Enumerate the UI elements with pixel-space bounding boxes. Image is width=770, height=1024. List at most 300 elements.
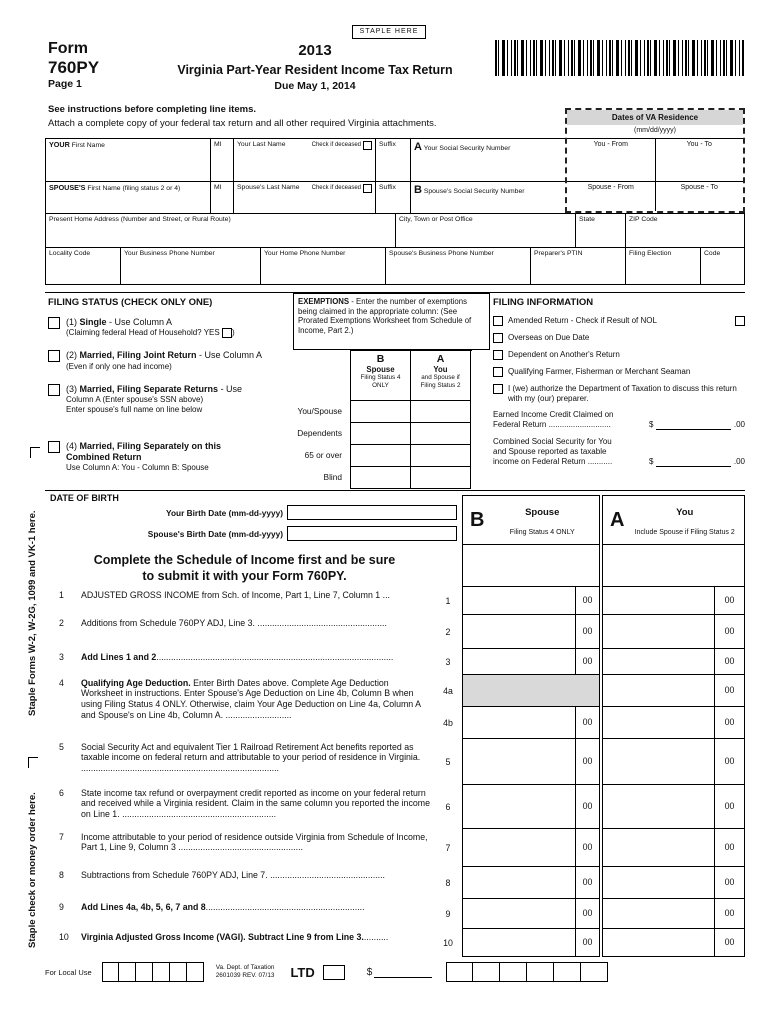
staple-here-label: STAPLE HERE — [359, 28, 419, 35]
line-4-description — [45, 675, 434, 739]
line-2-amount-b[interactable] — [462, 615, 600, 649]
staple-here-box — [352, 25, 426, 39]
filing-information-section — [493, 297, 745, 467]
line-8-desc-text: Subtractions from Schedule 760PY ADJ, Line 7. ............................................... — [81, 869, 385, 880]
cents-value: 00 — [575, 739, 599, 784]
spouse-business-phone-field[interactable] — [386, 248, 531, 284]
date-of-birth-title: DATE OF BIRTH — [50, 493, 119, 503]
staple-forms-note: Staple Forms W-2, W-2G, 1099 and VK-1 here. — [27, 510, 38, 716]
col-a-sub2: Filing Status 2 — [420, 381, 461, 389]
cents-value: 00 — [575, 867, 599, 898]
your-birth-date-field[interactable] — [287, 505, 457, 520]
line-5-text — [81, 742, 430, 783]
section-divider — [45, 490, 745, 491]
column-a-letter: A — [610, 508, 625, 531]
schedule-note-line1: Complete the Schedule of Income first and be sure — [93, 553, 396, 567]
spouse-deceased-checkbox[interactable] — [363, 184, 372, 193]
exemption-65-a-cell[interactable] — [411, 445, 471, 467]
footer-code-boxes — [446, 962, 608, 982]
line-4a-amount-a[interactable] — [602, 675, 745, 707]
code-label: Code — [704, 250, 721, 257]
you-from-field[interactable] — [567, 139, 655, 181]
spouse-birth-date-label: Spouse's Birth Date (mm-dd-yyyy) — [147, 529, 283, 539]
home-phone-label: Your Home Phone Number — [264, 250, 346, 257]
line-row-1 — [45, 587, 745, 615]
your-birth-date-label: Your Birth Date (mm-dd-yyyy) — [166, 508, 283, 518]
cents-value: 00 — [714, 649, 744, 674]
exemption-dependents-b-cell[interactable] — [351, 423, 411, 445]
dollar-sign: $ — [649, 420, 654, 430]
barcode — [495, 40, 745, 76]
code-field[interactable] — [701, 248, 744, 284]
locality-code-label: Locality Code — [49, 250, 91, 257]
city-label: City, Town or Post Office — [399, 216, 473, 223]
state-label: State — [579, 216, 595, 223]
line-6-amount-b[interactable] — [462, 785, 600, 829]
line-3-desc-text: ................................................................................................. — [156, 651, 394, 662]
your-ssn-label: Your Social Security Number — [423, 145, 511, 152]
filing-status-3-checkbox[interactable] — [48, 384, 60, 396]
line-8-text — [81, 870, 430, 897]
your-first-name-label-bold: YOUR — [49, 140, 70, 149]
line-8-amount-a[interactable] — [602, 867, 745, 899]
cents-value: 00 — [714, 739, 744, 784]
line-2-amount-a[interactable] — [602, 615, 745, 649]
spouse-first-name-label: First Name (filing status 2 or 4) — [87, 185, 181, 192]
col-a-title: You — [433, 365, 448, 374]
filing-information-title: FILING INFORMATION — [493, 297, 594, 308]
option-number: (4) — [66, 440, 77, 451]
exemptions-instructions — [293, 293, 490, 350]
line-4b-amount-b[interactable] — [462, 707, 600, 739]
column-a-header — [602, 495, 745, 545]
va-residence-box — [565, 108, 745, 213]
filing-status-section — [48, 297, 294, 473]
cents-value: 00 — [714, 675, 744, 706]
your-suffix-field[interactable] — [376, 139, 411, 181]
ssn-a-letter: A — [414, 141, 422, 153]
line-ref-2: 2 — [445, 626, 451, 637]
cents-value: 00 — [714, 587, 744, 614]
line-10-amount-a[interactable] — [602, 929, 745, 957]
your-business-phone-field[interactable] — [121, 248, 261, 284]
col-b-letter: B — [376, 353, 385, 365]
cents-value: 00 — [575, 707, 599, 738]
line-8-amount-b[interactable] — [462, 867, 600, 899]
line-row-4 — [45, 675, 745, 739]
line-7-amount-b[interactable] — [462, 829, 600, 867]
line-4a-amount-b-shaded[interactable] — [462, 675, 600, 707]
note-row-a-cell — [602, 545, 745, 587]
filing-info-item-farmer — [493, 367, 745, 377]
option-sub: Use Column A: You - Column B: Spouse — [66, 463, 209, 473]
line-3-number: 3 — [59, 651, 64, 662]
line-9-amount-b[interactable] — [462, 899, 600, 929]
eic-label-line2: Federal Return ............................ — [493, 420, 611, 430]
footer-code-box[interactable] — [446, 962, 473, 982]
line-4-text — [81, 678, 430, 737]
you-to-field[interactable] — [655, 139, 744, 181]
dept-line2: 2601039 REV. 07/13 — [215, 972, 275, 979]
line-3-text — [81, 652, 430, 673]
line-1-text — [81, 590, 430, 613]
line-4-number: 4 — [59, 677, 64, 688]
filing-status-2-checkbox[interactable] — [48, 350, 60, 362]
line-9-lead: Add Lines 4a, 4b, 5, 6, 7 and 8 — [81, 901, 206, 912]
you-from-label: You - From — [593, 141, 628, 148]
option-number: (1) — [66, 317, 77, 327]
filing-info-item-amended — [493, 316, 745, 326]
va-residence-format: (mm/dd/yyyy) — [634, 127, 676, 134]
exemptions-col-b-header — [351, 351, 411, 401]
exemption-65-b-cell[interactable] — [351, 445, 411, 467]
filing-status-1-checkbox[interactable] — [48, 317, 60, 329]
footer-code-box[interactable] — [581, 962, 608, 982]
form-label: Form — [48, 40, 88, 57]
attach-note: Attach a complete copy of your federal tax return and all other required Virginia attachments. — [48, 118, 437, 129]
option-number: (2) — [66, 350, 77, 361]
line-row-2 — [45, 615, 745, 649]
line-6-description — [45, 785, 434, 829]
amended-return-label: Amended Return - Check if Result of NOL — [508, 316, 657, 325]
line-9-description — [45, 899, 434, 929]
option-sub: (Claiming federal Head of Household? YES — [66, 328, 220, 338]
column-b-title: Spouse — [525, 506, 560, 518]
option-rest: - Use Column A — [196, 350, 263, 361]
va-residence-title: Dates of VA Residence — [567, 110, 743, 125]
locality-code-field[interactable] — [46, 248, 121, 284]
line-10-desc-text: .......... — [363, 931, 389, 942]
you-to-label: You - To — [686, 141, 712, 148]
ltd-box[interactable] — [323, 965, 345, 980]
form-identifier — [48, 40, 99, 91]
cents-value: 00 — [575, 929, 599, 956]
footer-amount-field[interactable] — [374, 967, 432, 978]
exemptions-col-a-header — [411, 351, 471, 401]
option-line3: Enter spouse's full name on line below — [66, 404, 203, 414]
spouse-from-field[interactable] — [567, 182, 655, 211]
option-name: Single — [79, 317, 107, 327]
line-2-number: 2 — [59, 617, 64, 628]
address-row — [46, 214, 744, 248]
suffix-label: Suffix — [379, 141, 396, 148]
schedule-note-row — [45, 545, 745, 587]
form-title: Virginia Part-Year Resident Income Tax Return — [177, 63, 453, 77]
line-ref-3: 3 — [445, 656, 451, 667]
cents-value: 00 — [714, 867, 744, 898]
your-last-name-field[interactable] — [234, 139, 376, 181]
cents-value: 00 — [714, 929, 744, 956]
line-1-amount-b[interactable] — [462, 587, 600, 615]
spouse-suffix-field[interactable] — [376, 182, 411, 213]
option-line2: Column A (Enter spouse's SSN above) — [66, 394, 204, 404]
line-5-description — [45, 739, 434, 785]
line-7-text — [81, 832, 430, 865]
preparer-ptin-field[interactable] — [531, 248, 626, 284]
col-a-letter: A — [436, 353, 445, 365]
eic-label-line1: Earned Income Credit Claimed on — [493, 410, 614, 420]
cents-value: 00 — [714, 707, 744, 738]
filing-status-4-checkbox[interactable] — [48, 441, 60, 453]
mi-label: MI — [214, 141, 222, 148]
line-ref-4a: 4a — [443, 685, 453, 696]
overseas-checkbox[interactable] — [493, 333, 503, 343]
cents-suffix: .00 — [733, 457, 745, 467]
combined-social-security-row — [493, 437, 745, 467]
ss-amount-field[interactable] — [656, 457, 730, 467]
option-number: (3) — [66, 383, 77, 394]
cents-value: 00 — [714, 615, 744, 648]
option-rest: - Use Column A — [106, 317, 173, 327]
line-5-number: 5 — [59, 741, 64, 752]
line-ref-10: 10 — [443, 937, 453, 948]
spouse-to-label: Spouse - To — [680, 184, 718, 191]
for-local-use-label: For Local Use — [45, 967, 92, 977]
deceased-label: Check if deceased — [311, 141, 361, 148]
schedule-note-line2: to submit it with your Form 760PY. — [142, 569, 347, 584]
line-7-desc-text: Income attributable to your period of residence outside Virginia from Schedule of Income, Part 1, Line 9, Column 3 ................................................... — [81, 831, 428, 853]
line-7-description — [45, 829, 434, 867]
exemption-label-you-spouse: You/Spouse — [297, 406, 342, 416]
ss-label-line1: Combined Social Security for You — [493, 437, 612, 447]
spouse-to-field[interactable] — [655, 182, 744, 211]
local-use-box[interactable] — [119, 962, 136, 982]
farmer-label: Qualifying Farmer, Fisherman or Merchant Seaman — [508, 367, 691, 376]
spouse-last-name-field[interactable] — [234, 182, 376, 213]
phone-row — [46, 248, 744, 284]
filing-election-label: Filing Election — [629, 250, 672, 257]
col-b-title: Spouse — [366, 365, 395, 374]
line-3-amount-a[interactable] — [602, 649, 745, 675]
cents-value: 00 — [575, 649, 599, 674]
exemption-dependents-a-cell[interactable] — [411, 423, 471, 445]
filing-info-item-authorize — [493, 384, 745, 403]
line-2-description — [45, 615, 434, 649]
line-row-9 — [45, 899, 745, 929]
line-4a-subrow — [434, 675, 745, 707]
home-address-field[interactable] — [46, 214, 396, 247]
cents-value: 00 — [575, 899, 599, 928]
local-use-box[interactable] — [102, 962, 119, 982]
dollar-sign: $ — [649, 457, 654, 467]
exemption-blind-b-cell[interactable] — [351, 467, 411, 489]
line-4b-amount-a[interactable] — [602, 707, 745, 739]
line-4-amount-stack — [434, 675, 745, 739]
exemption-label-65-or-over: 65 or over — [304, 450, 342, 460]
line-1-number: 1 — [59, 589, 64, 600]
cents-value: 00 — [575, 785, 599, 828]
exemption-you-spouse-a-cell[interactable] — [411, 401, 471, 423]
spouse-from-label: Spouse - From — [587, 184, 634, 191]
your-ssn-field[interactable] — [411, 139, 566, 181]
ss-label-line3: income on Federal Return ........... — [493, 457, 613, 467]
authorize-preparer-label: I (we) authorize the Department of Taxation to discuss this return with my (our) preparer. — [508, 384, 737, 403]
line-1-description — [45, 587, 434, 615]
line-ref-6: 6 — [445, 801, 451, 812]
line-5-desc-text: Social Security Act and equivalent Tier 1 Railroad Retirement Act benefits reported as taxable income on federal return and attributable to your period of residence in Virginia. ................................................................................. — [81, 741, 421, 773]
column-a-title: You — [676, 506, 694, 518]
line-row-8 — [45, 867, 745, 899]
note-row-b-cell — [462, 545, 600, 587]
home-address-label: Present Home Address (Number and Street, or Rural Route) — [49, 216, 231, 223]
income-lines-table — [45, 545, 745, 957]
eic-claimed-row — [493, 410, 745, 430]
column-b-header — [462, 495, 600, 545]
line-3-amount-b[interactable] — [462, 649, 600, 675]
local-use-box[interactable] — [153, 962, 170, 982]
dept-line1: Va. Dept. of Taxation — [215, 963, 275, 971]
exemption-label-blind: Blind — [323, 472, 342, 482]
line-4b-subrow — [434, 707, 745, 739]
local-use-box[interactable] — [187, 962, 204, 982]
form-number: 760PY — [48, 57, 100, 77]
filing-status-option-4 — [48, 441, 294, 474]
line-row-6 — [45, 785, 745, 829]
exemptions-row-labels — [260, 400, 346, 488]
overseas-label: Overseas on Due Date — [508, 333, 590, 342]
line-ref-4b: 4b — [443, 717, 453, 728]
authorize-preparer-checkbox[interactable] — [493, 384, 503, 394]
line-row-7 — [45, 829, 745, 867]
line-ref-7: 7 — [445, 842, 451, 853]
line-9-number: 9 — [59, 901, 64, 912]
line-10-amount-b[interactable] — [462, 929, 600, 957]
spouse-last-name-label: Spouse's Last Name — [237, 184, 300, 191]
line-9-amount-a[interactable] — [602, 899, 745, 929]
exemptions-table — [350, 350, 472, 489]
amended-return-checkbox[interactable] — [493, 316, 503, 326]
exemption-blind-a-cell[interactable] — [411, 467, 471, 489]
staple-check-note: Staple check or money order here. — [27, 792, 38, 948]
line-5-amount-b[interactable] — [462, 739, 600, 785]
line-6-amount-a[interactable] — [602, 785, 745, 829]
line-ref-8: 8 — [445, 877, 451, 888]
zip-label: ZIP Code — [629, 216, 658, 223]
zip-field[interactable] — [626, 214, 744, 247]
option-name: Married, Filing Joint Return — [79, 350, 197, 361]
line-1-desc-text: ADJUSTED GROSS INCOME from Sch. of Income, Part 1, Line 7, Column 1 ... — [81, 589, 390, 600]
line-4-lead: Qualifying Age Deduction. — [81, 677, 191, 688]
eic-amount-field[interactable] — [656, 420, 730, 430]
your-business-phone-label: Your Business Phone Number — [124, 250, 215, 257]
form-header — [110, 42, 520, 92]
line-2-text — [81, 618, 430, 647]
line-10-description — [45, 929, 434, 957]
filing-status-option-3 — [48, 384, 294, 415]
line-ref-1: 1 — [445, 595, 451, 606]
line-8-number: 8 — [59, 869, 64, 880]
footer-code-box[interactable] — [473, 962, 500, 982]
spouse-ssn-field[interactable] — [411, 182, 566, 213]
your-deceased-checkbox[interactable] — [363, 141, 372, 150]
footer-code-box[interactable] — [527, 962, 554, 982]
mi-label: MI — [214, 184, 222, 191]
filing-info-item-dependent — [493, 350, 745, 360]
deceased-label: Check if deceased — [311, 184, 361, 191]
line-6-text — [81, 788, 430, 827]
line-10-number: 10 — [59, 931, 69, 942]
spouse-birth-date-field[interactable] — [287, 526, 457, 541]
line-9-desc-text: ................................................................. — [205, 901, 365, 912]
cents-value: 00 — [575, 587, 599, 614]
line-10-text — [81, 932, 430, 955]
spouse-mi-field[interactable] — [211, 182, 234, 213]
cents-value: 00 — [714, 899, 744, 928]
local-use-box[interactable] — [136, 962, 153, 982]
line-6-number: 6 — [59, 787, 64, 798]
tax-year: 2013 — [298, 42, 332, 59]
dependent-label: Dependent on Another's Return — [508, 350, 620, 359]
option-sub-end: ) — [231, 328, 235, 338]
line-row-3 — [45, 649, 745, 675]
your-first-name-field[interactable] — [46, 139, 211, 181]
line-5-amount-a[interactable] — [602, 739, 745, 785]
filing-status-option-1 — [48, 317, 294, 338]
local-use-box[interactable] — [170, 962, 187, 982]
cents-value: 00 — [714, 785, 744, 828]
corner-mark — [28, 757, 38, 768]
farmer-checkbox[interactable] — [493, 367, 503, 377]
option-name-2: Combined Return — [66, 452, 142, 463]
line-1-amount-a[interactable] — [602, 587, 745, 615]
footer-code-box[interactable] — [554, 962, 581, 982]
line-4-desc-text: Enter Birth Dates above. Complete Age Deduction Worksheet in instructions. Enter Spouse's Age Deduction on Line 4b, Column B when using Filing Status 4 ONLY. Otherwise, claim Your Age Deduction on Line 4a, Column A and Spouse's on Line 4b, Column A. ........................... — [81, 677, 421, 720]
local-use-boxes — [102, 962, 204, 982]
option-name: Married, Filing Separately on this — [79, 440, 222, 451]
exemptions-title: EXEMPTIONS — [298, 297, 350, 306]
home-phone-field[interactable] — [261, 248, 386, 284]
line-8-description — [45, 867, 434, 899]
you-residence-row — [567, 138, 743, 181]
exemption-label-dependents: Dependents — [297, 428, 342, 438]
city-field[interactable] — [396, 214, 576, 247]
line-ref-spacer — [434, 545, 462, 587]
filing-info-item-overseas — [493, 333, 745, 343]
head-of-household-yes-checkbox[interactable] — [222, 328, 232, 338]
spouse-first-name-field[interactable] — [46, 182, 211, 213]
option-name: Married, Filing Separate Returns — [79, 383, 219, 394]
cents-suffix: .00 — [733, 420, 745, 430]
nol-checkbox[interactable] — [735, 316, 745, 326]
footer-code-box[interactable] — [500, 962, 527, 982]
cents-value: 00 — [714, 829, 744, 866]
column-a-subtitle: Include Spouse if Filing Status 2 — [634, 529, 735, 536]
page-label: Page 1 — [48, 77, 82, 90]
line-row-10 — [45, 929, 745, 957]
line-ref-5: 5 — [445, 756, 451, 767]
option-sub: (Even if only one had income) — [66, 361, 172, 371]
line-7-amount-a[interactable] — [602, 829, 745, 867]
your-last-name-label: Your Last Name — [237, 141, 286, 148]
filing-election-field[interactable] — [626, 248, 701, 284]
dependent-checkbox[interactable] — [493, 350, 503, 360]
col-a-sub1: and Spouse if — [421, 374, 460, 381]
col-b-sub2: ONLY — [372, 381, 389, 389]
cents-value: 00 — [575, 829, 599, 866]
spouse-ssn-label: Spouse's Social Security Number — [423, 188, 525, 195]
exemption-you-spouse-b-cell[interactable] — [351, 401, 411, 423]
line-ref-9: 9 — [445, 908, 451, 919]
your-mi-field[interactable] — [211, 139, 234, 181]
spouse-first-name-label-bold: SPOUSE'S — [49, 183, 86, 192]
line-3-description — [45, 649, 434, 675]
col-b-sub1: Filing Status 4 — [360, 374, 401, 381]
schedule-note — [59, 548, 430, 585]
option-rest: - Use — [218, 383, 243, 394]
state-field[interactable] — [576, 214, 626, 247]
spouse-business-phone-label: Spouse's Business Phone Number — [389, 250, 494, 257]
spouse-residence-row — [567, 181, 743, 211]
